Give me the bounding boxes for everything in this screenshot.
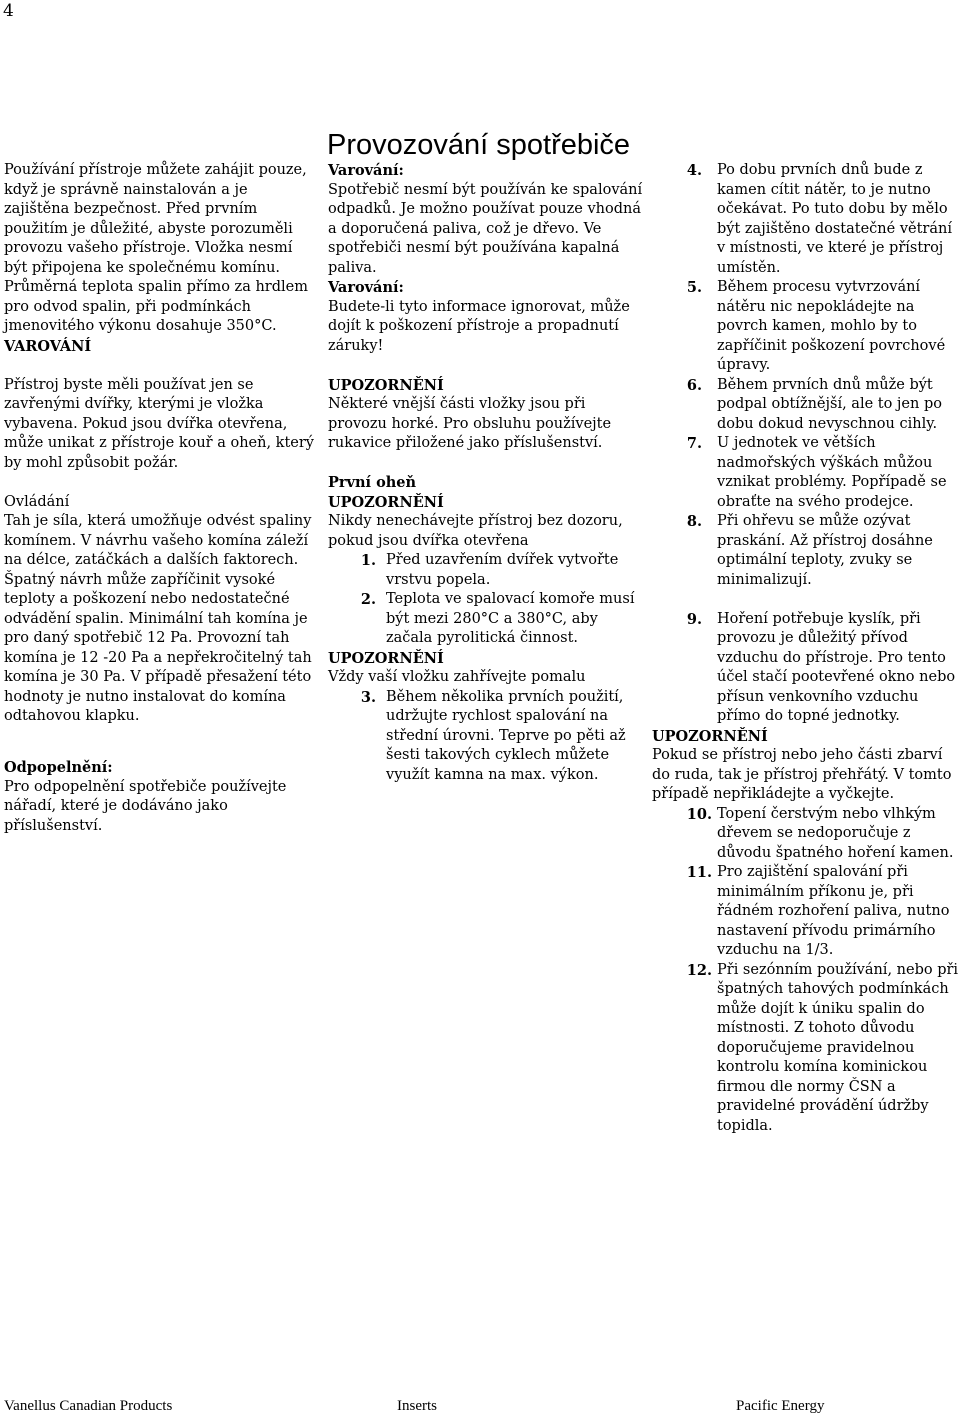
- item-text: U jednotek ve větších nadmořských výškách můžou vznikat problémy. Popřípadě se obraťte na svého prodejce.: [717, 435, 947, 510]
- column-middle: [328, 161, 643, 785]
- item-number: 12.: [686, 961, 712, 979]
- item-number: 8.: [686, 513, 702, 530]
- item-number: 9.: [686, 610, 702, 628]
- item-number: 3.: [360, 688, 376, 706]
- spacer: [4, 746, 314, 758]
- list-item: [328, 590, 643, 649]
- list-item: [652, 434, 960, 512]
- control-paragraph: Tah je síla, která umožňuje odvést spaliny komínem. V návrhu vašeho komína záleží na délce, zatáčkách a dalších faktorech. Špatný návrh může zapříčinit vysoké teploty a poškození nebo nedostatečné odvádění spalin. Minimální tah komína je pro daný spotřebič 12 Pa. Provozní tah komína je 12 -20 Pa a nepřekročitelný tah komína je 30 Pa. V případě přesažení této hodnoty je nutno instalovat do komína odtahovou klapku.: [4, 513, 312, 724]
- ash-paragraph: Pro odpopelnění spotřebiče používejte nářadí, které je dodáváno jako příslušenství.: [4, 778, 287, 834]
- list-item: [328, 688, 643, 786]
- list-item: [652, 161, 960, 278]
- page-footer: [0, 1396, 960, 1416]
- item-text: Po dobu prvních dnů bude z kamen cítit nátěr, to je nutno očekávat. Po tuto dobu by mělo být zajištěno dostatečné větrání v místnosti, ve které je přístroj umístěn.: [717, 162, 952, 276]
- warning-heading: VAROVÁNÍ: [4, 337, 92, 355]
- warning-heading: Varování:: [328, 162, 404, 179]
- spacer: [328, 454, 643, 474]
- notice-paragraph: Některé vnější části vložky jsou při provozu horké. Pro obsluhu používejte rukavice přiložené jako příslušenství.: [328, 396, 612, 451]
- control-heading: Ovládání: [4, 493, 70, 510]
- item-text: Během prvních dnů může být podpal obtížnější, ale to jen po dobu dokud nevyschnou cihly.: [717, 376, 942, 432]
- spacer: [4, 727, 314, 747]
- item-number: 10.: [686, 805, 712, 823]
- list-item: [328, 551, 643, 590]
- item-text: Topení čerstvým nebo vlhkým dřevem se nedoporučuje z důvodu špatného hoření kamen.: [717, 805, 954, 861]
- warning-heading: Varování:: [328, 279, 404, 296]
- item-text: Teplota ve spalovací komoře musí být mezi 280°C a 380°C, aby začala pyrolitická činnost.: [386, 591, 635, 646]
- notice-paragraph: Pokud se přístroj nebo jeho části zbarví do ruda, tak je přístroj přehřátý. V tomto případě nepřikládejte a vyčkejte.: [652, 747, 952, 802]
- item-text: Při sezónním používání, nebo při špatných tahových podmínkách může dojít k úniku spalin do místnosti. Z tohoto důvodu doporučujeme pravidelnou kontrolu komína kominickou firmou dle normy ČSN a pravidelné provádění údržby topidla.: [717, 961, 959, 1134]
- page-title: Provozování spotřebiče: [327, 129, 631, 161]
- item-number: 2.: [360, 591, 376, 608]
- list-item: [652, 610, 960, 727]
- item-number: 5.: [686, 279, 702, 296]
- intro-paragraph: Používání přístroje můžete zahájit pouze, když je správně nainstalován a je zajištěna bezpečnost. Před prvním použitím je důležité, abyste porozuměli provozu vašeho přístroje. Vložka nesmí být připojena ke společnému komínu. Průměrná teplota spalin přímo za hrdlem pro odvod spalin, při podmínkách jmenovitého výkonu dosahuje 350°C.: [4, 162, 308, 334]
- warning-paragraph: Budete-li tyto informace ignorovat, může dojít k poškození přístroje a propadnutí záruky!: [328, 298, 630, 354]
- spacer: [4, 356, 314, 376]
- list-item: [652, 805, 960, 864]
- item-text: Hoření potřebuje kyslík, při provozu je důležitý přívod vzduchu do přístroje. Pro tento účel stačí pootevřené okno nebo přísun venkovního vzduchu přímo do topné jednotky.: [717, 610, 956, 724]
- footer-company: Vanellus Canadian Products: [4, 1398, 173, 1414]
- item-number: 6.: [686, 376, 702, 394]
- column-right: [652, 161, 960, 1136]
- list-item: [652, 512, 960, 590]
- item-number: 11.: [686, 864, 712, 881]
- item-text: Pro zajištění spalování při minimálním příkonu je, při řádném rozhoření paliva, nutno nastavení přívodu primárního vzduchu na 1/3.: [717, 864, 950, 958]
- list-item: [652, 278, 960, 376]
- item-text: Při ohřevu se může ozývat praskání. Až přístroj dosáhne optimální teploty, zvuky se minimalizují.: [717, 513, 933, 588]
- notice-heading: UPOZORNĚNÍ: [652, 727, 768, 745]
- notice-paragraph: Vždy vaší vložku zahřívejte pomalu: [328, 669, 586, 685]
- spacer: [328, 356, 643, 376]
- notice-heading: UPOZORNĚNÍ: [328, 376, 444, 394]
- spacer: [652, 590, 960, 610]
- item-number: 7.: [686, 435, 702, 452]
- page-number: 4: [3, 1, 14, 21]
- warning-paragraph: Spotřebič nesmí být používán ke spalování odpadků. Je možno používat pouze vhodná a doporučená paliva, což je dřevo. Ve spotřebiči nesmí být používána kapalná paliva.: [328, 181, 643, 276]
- first-fire-heading: První oheň: [328, 474, 417, 491]
- notice-heading: UPOZORNĚNÍ: [328, 649, 444, 667]
- spacer: [4, 473, 314, 493]
- item-number: 1.: [360, 552, 376, 569]
- item-number: 4.: [686, 162, 702, 179]
- item-text: Před uzavřením dvířek vytvořte vrstvu popela.: [386, 552, 619, 588]
- item-text: Během procesu vytvrzování nátěru nic nepokládejte na povrch kamen, mohlo by to zapříčinit poškození povrchové úpravy.: [717, 279, 946, 373]
- notice-heading: UPOZORNĚNÍ: [328, 493, 444, 511]
- list-item: [652, 376, 960, 435]
- warning-paragraph: Přístroj byste měli používat jen se zavřenými dvířky, kterými je vložka vybavena. Pokud jsou dvířka otevřena, může unikat z přístroje kouř a oheň, který by mohl způsobit požár.: [4, 376, 314, 471]
- list-item: [652, 961, 960, 1137]
- footer-brand: Pacific Energy: [736, 1398, 825, 1414]
- ash-heading: Odpopelnění:: [4, 759, 113, 776]
- footer-product: Inserts: [397, 1398, 437, 1414]
- column-left: [4, 161, 314, 836]
- notice-paragraph: Nikdy nenechávejte přístroj bez dozoru, pokud jsou dvířka otevřena: [328, 513, 623, 549]
- list-item: [652, 863, 960, 961]
- item-text: Během několika prvních použití, udržujte rychlost spalování na střední úrovni. Teprve po pěti až šesti takových cyklech můžete využít kamna na max. výkon.: [386, 688, 626, 783]
